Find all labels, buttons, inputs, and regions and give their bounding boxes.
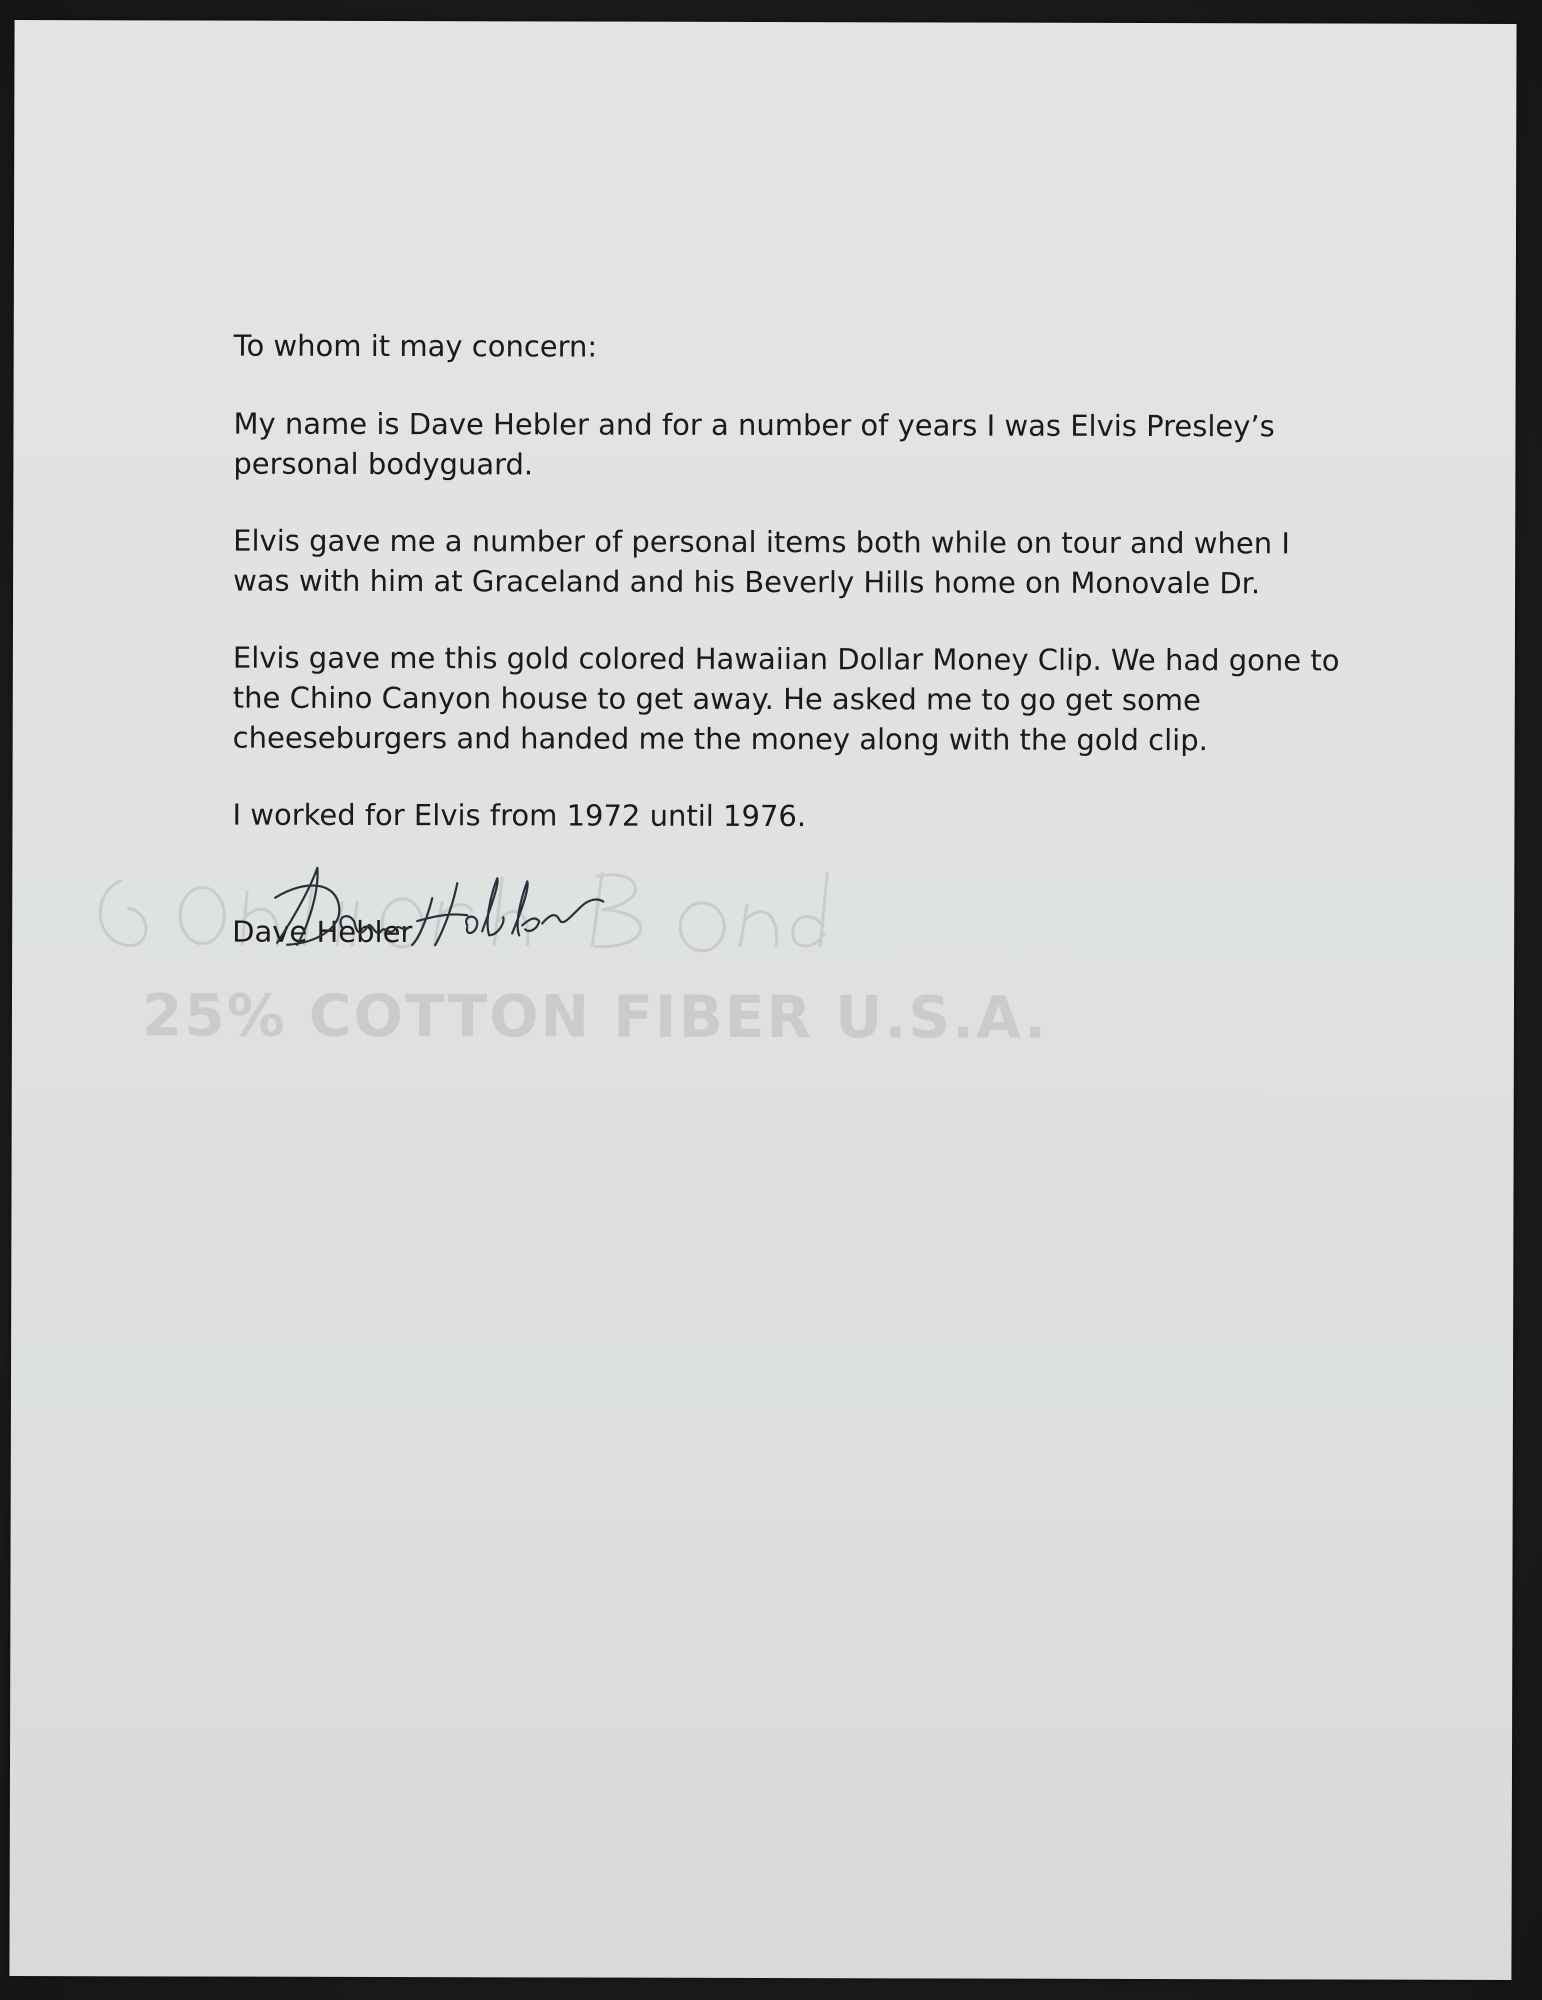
- paragraph-personal-items: Elvis gave me a number of personal items both while on tour and when I was with him at Graceland and his Beverly Hills home on Monovale Dr.: [233, 523, 1290, 601]
- handwritten-signature: [267, 853, 607, 954]
- paragraph-employment-dates: I worked for Elvis from 1972 until 1976.: [232, 797, 807, 834]
- paper-sheet: [9, 20, 1516, 1980]
- paragraph-money-clip: Elvis gave me this gold colored Hawaiian Dollar Money Clip. We had gone to the Chino Canyon house to get away. He asked me to go get some cheeseburgers and handed me the money along with the gold clip.: [232, 640, 1340, 758]
- salutation: To whom it may concern:: [233, 328, 598, 364]
- watermark-fiber-text: 25% COTTON FIBER U.S.A.: [141, 981, 1049, 1052]
- printed-name: Dave Hebler: [232, 914, 413, 950]
- paragraph-bodyguard: My name is Dave Hebler and for a number of years I was Elvis Presley’s personal bodyguard.: [233, 406, 1275, 482]
